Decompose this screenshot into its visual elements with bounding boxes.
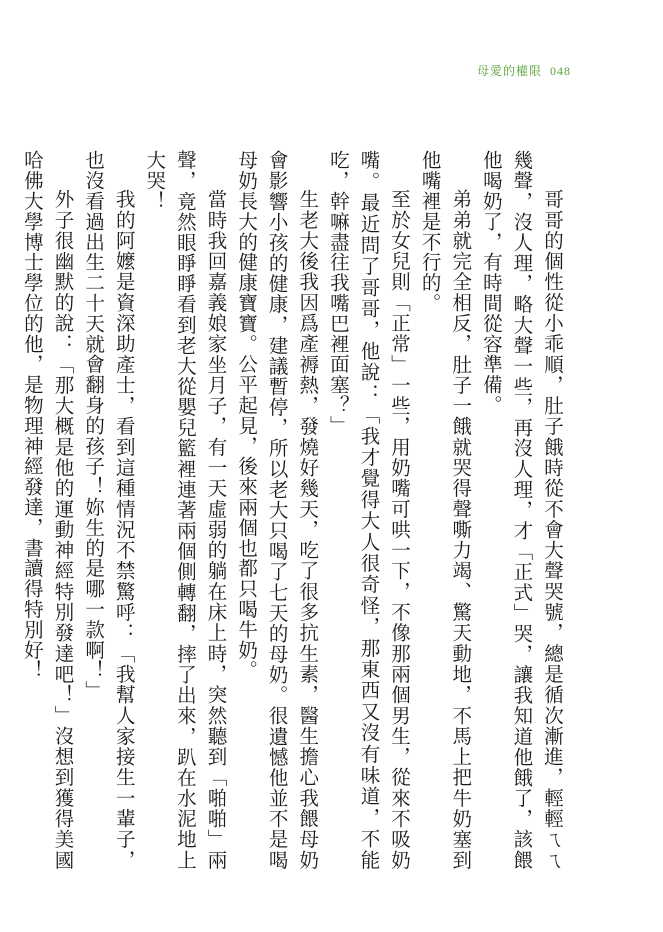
paragraph: 至於女兒則「正常」一些，用奶嘴可哄一下，不像那兩個男生，從來不吸奶嘴。最近問了哥哥，他說：「我才覺得大人很奇怪，那東西又沒有味道，不能吃，幹嘛盡往我嘴巴裡面塞？」 <box>326 150 412 870</box>
paragraph: 生老大後我因爲產褥熱，發燒好幾天，吃了很多抗生素，醫生擔心我餵母奶會影響小孩的健康，建議暫停，所以老大只喝了七天的母奶。很遺憾他並不是喝母奶長大的健康寶寶。公平起見，後來兩個也都只喝牛奶。 <box>235 150 320 870</box>
paragraph: 當時我回嘉義娘家坐月子，有一天虛弱的躺在床上時，突然聽到「啪啪」兩聲，竟然眼睜睜看到老大從嬰兒籃裡連著兩個側轉翻，摔了出來，趴在水泥地上大哭！ <box>143 150 228 870</box>
body-text <box>20 150 567 870</box>
paragraph: 哥哥的個性從小乖順，肚子餓時從不會大聲哭號，總是循次漸進，輕輕ㄟㄟ幾聲，沒人理，略大聲一些，再沒人理，才「正式」哭，讓我知道他餓了，該餵他喝奶了，有時間從容準備。 <box>479 150 564 870</box>
book-title: 母愛的權限 <box>476 64 542 78</box>
paragraph: 我的阿嬤是資深助產士，看到這種情況不禁驚呼：「我幫人家接生一輩子，也沒看過出生二十天就會翻身的孩子！妳生的是哪一款啊！」 <box>82 150 136 870</box>
page-number: 048 <box>550 64 571 78</box>
paragraph: 外子很幽默的說：「那大概是他的運動神經特別發達吧！」沒想到獲得美國哈佛大學博士學位的他，是物理神經發達，書讀得特別好！ <box>20 150 75 870</box>
paragraph: 弟弟就完全相反，肚子一餓就哭得聲嘶力竭、驚天動地，不馬上把牛奶塞到他嘴裡是不行的。 <box>418 150 473 870</box>
running-header <box>477 62 571 79</box>
